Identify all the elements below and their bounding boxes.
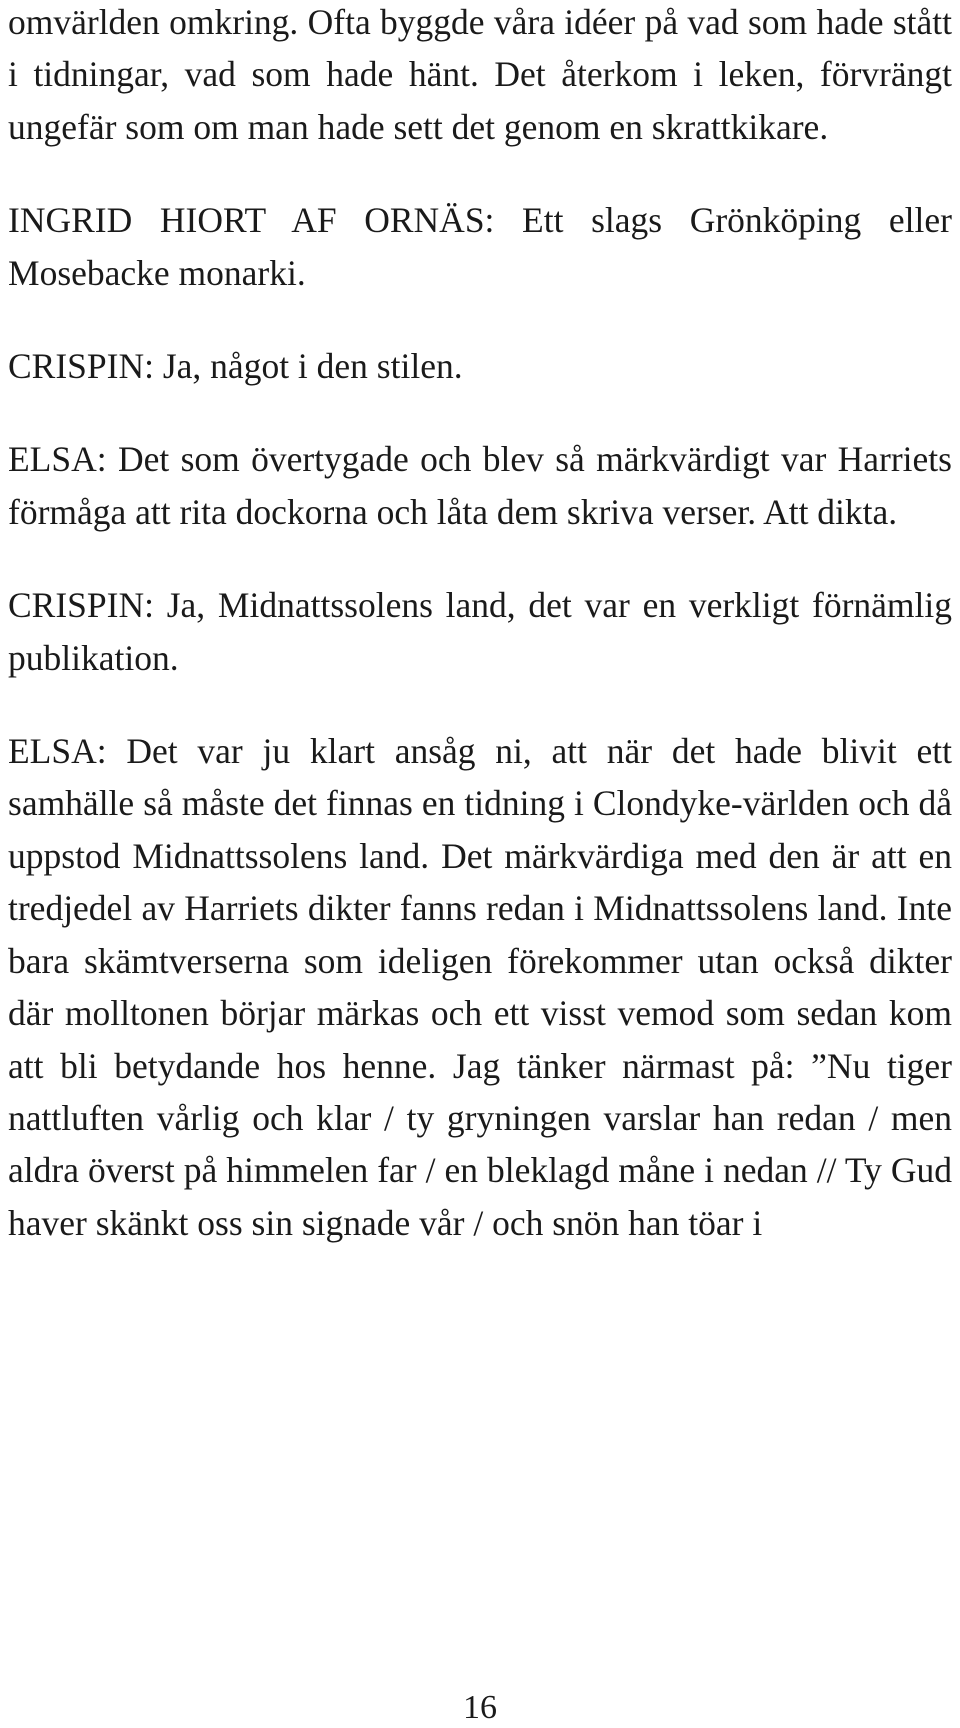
paragraph-1: omvärlden omkring. Ofta byggde våra idéer på vad som hade stått i tidningar, vad som hade hänt. Det återkom i leken, förvrängt ungefär som om man hade sett det genom en skrattkikare. [8,2,952,147]
paragraph-2: INGRID HIORT AF ORNÄS: Ett slags Grönköping eller Mosebacke monarki. [8,200,952,293]
paragraph-3: CRISPIN: Ja, något i den stilen. [8,346,463,387]
page-number: 16 [463,1689,497,1726]
document-page [8,0,952,1249]
paragraph-5: CRISPIN: Ja, Midnattssolens land, det var en verkligt förnämlig publikation. [8,585,952,678]
paragraph-6: ELSA: Det var ju klart ansåg ni, att när det hade blivit ett samhälle så måste det finnas en tidning i Clondyke-världen och då uppstod Midnattssolens land. Det märkvärdiga med den är att en tredjedel av Harriets dikter fanns redan i Midnattssolens land. Inte bara skämtverserna som ideligen förekommer utan också dikter där molltonen börjar märkas och ett visst vemod som sedan kom att bli betydande hos henne. Jag tänker närmast på: ”Nu tiger nattluften vårlig och klar / ty gryningen varslar han redan / men aldra överst på himmelen far / en bleklagd måne i nedan // Ty Gud haver skänkt oss sin signade vår / och snön han töar i [8,731,952,1243]
paragraph-4: ELSA: Det som övertygade och blev så märkvärdigt var Harriets förmåga att rita dockorna och låta dem skriva verser. Att dikta. [8,439,952,532]
